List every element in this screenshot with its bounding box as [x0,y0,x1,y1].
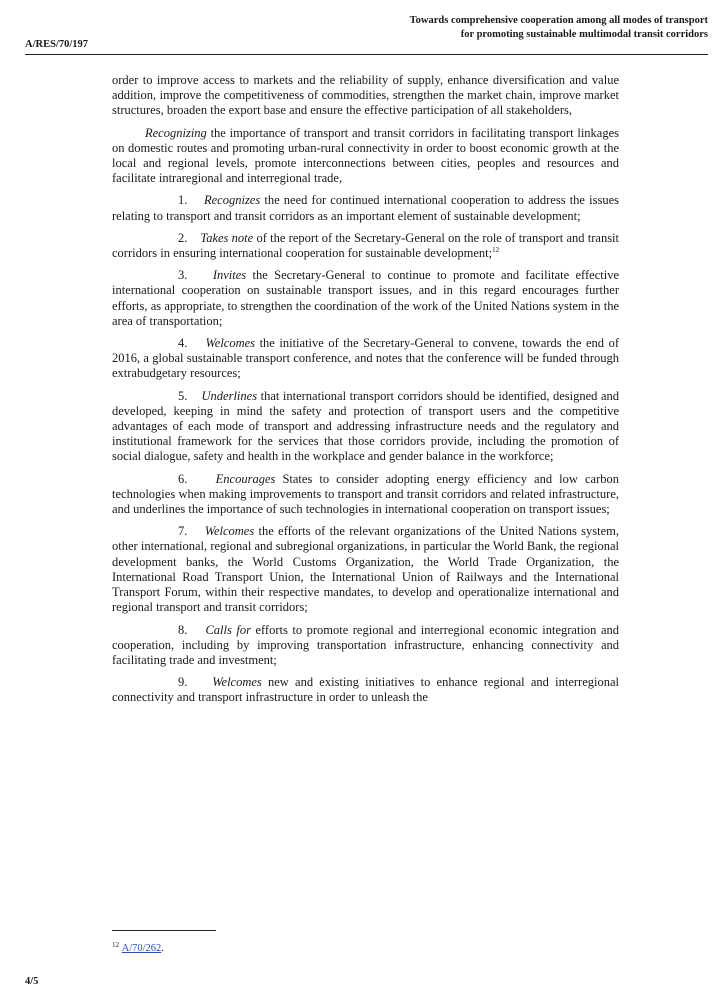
running-title-line-2: for promoting sustainable multimodal transit corridors [460,29,708,40]
paragraph-text: the need for continued international cooperation to address the issues relating to transport and transit corridors as an important element of sustainable development; [112,193,619,223]
paragraph-number: 8. [178,622,188,637]
operative-paragraph-3 [112,268,619,329]
paragraph-number: 5. [178,388,188,403]
operative-verb: Takes note [200,230,254,245]
paragraph-number: 4. [178,336,188,351]
paragraph-text: order to improve access to markets and the reliability of supply, enhance diversification and value addition, improve the competitiveness of commodities, strengthen the market chain, improve market structures, broaden the export base and ensure the effective participation of all stakeholders, [112,73,619,118]
footnote-mark: 12 [112,941,119,949]
footnote-document-link[interactable]: A/70/262 [121,943,162,954]
operative-paragraph-6 [112,472,619,518]
running-title-line-1: Towards comprehensive cooperation among all modes of transport [409,15,708,26]
paragraph-number: 6. [178,471,188,486]
paragraph-text: new and existing initiatives to enhance regional and interregional connectivity and transport infrastructure in order to unleash the [112,675,619,705]
operative-verb: Encourages [215,471,276,486]
paragraph-number: 1. [178,193,188,208]
paragraph-number: 2. [178,230,188,245]
running-title [410,14,708,42]
paragraph-text: that international transport corridors should be identified, designed and developed, keeping in mind the safety and protection of transport users and the competitive advantages of each mode of transport and addressing infrastructure needs and the regulatory and institutional framework for the services that those corridors provide, including the promotion of social dialogue, safety and health in the workplace and gender balance in the workforce; [112,388,619,464]
paragraph-text: of the report of the Secretary-General on the role of transport and transit corridors in ensuring international cooperation for sustainable development; [112,230,620,261]
document-symbol: A/RES/70/197 [25,39,89,50]
footnote-suffix: . [161,943,164,954]
footnote-divider [112,930,216,931]
page-number: 4/5 [25,976,39,987]
paragraph-text: efforts to promote regional and interregional economic integration and cooperation, including by improving transportation infrastructure, enhancing connectivity and facilitating trade and investment; [112,622,619,667]
preambular-paragraph-recognizing [112,126,619,187]
operative-paragraph-8 [112,623,619,669]
operative-paragraph-4 [112,336,619,382]
paragraph-text: States to consider adopting energy efficiency and low carbon technologies when making improvements to transport and transit corridors and related infrastructure, and underlines the importance of such technologies in international cooperation on transport issues; [112,471,620,517]
operative-paragraph-2 [112,231,619,261]
operative-paragraph-1 [112,193,619,223]
operative-verb: Underlines [201,388,258,403]
paragraph-number: 9. [178,675,188,690]
operative-paragraph-5 [112,389,619,465]
operative-paragraph-9 [112,675,619,705]
operative-verb: Recognizes [203,193,261,208]
paragraph-continuation [112,73,619,119]
operative-verb: Recognizing [145,125,207,140]
operative-verb: Welcomes [212,675,262,690]
paragraph-number: 7. [178,524,188,539]
page-header [25,14,708,55]
footnote-reference: 12 [492,246,500,255]
paragraph-text: the Secretary-General to continue to promote and facilitate effective international cooperation on sustainable transport issues, and in this regard encourages further efforts, as appropriate, to strengthen the coordination of the work of the United Nations system in the area of transportation; [112,268,619,328]
resolution-body [112,73,619,713]
operative-paragraph-7 [112,524,619,615]
paragraph-text: the importance of transport and transit corridors in facilitating transport linkages on domestic routes and promoting urban-rural connectivity in order to boost economic growth at the local and regional levels, promote interconnections between cities, peoples and resources and facilitate intraregional and interregional trade, [112,125,619,186]
paragraph-text: the initiative of the Secretary-General to convene, towards the end of 2016, a global sustainable transport conference, and notes that the conference will be funded through extrabudgetary resources; [112,336,620,381]
operative-verb: Welcomes [204,524,255,539]
paragraph-text: the efforts of the relevant organizations of the United Nations system, other international, regional and subregional organizations, in particular the World Bank, the regional development banks, the World Customs Organization, the World Trade Organization, the International Road Transport Union, the International Union of Railways and the International Transport Forum, within their respective mandates, to develop and operationalize international and regional transport and transit corridors; [112,524,619,615]
operative-verb: Invites [212,268,247,283]
paragraph-number: 3. [178,268,188,283]
footnote-12 [112,943,164,954]
operative-verb: Calls for [205,622,251,637]
operative-verb: Welcomes [205,336,256,351]
